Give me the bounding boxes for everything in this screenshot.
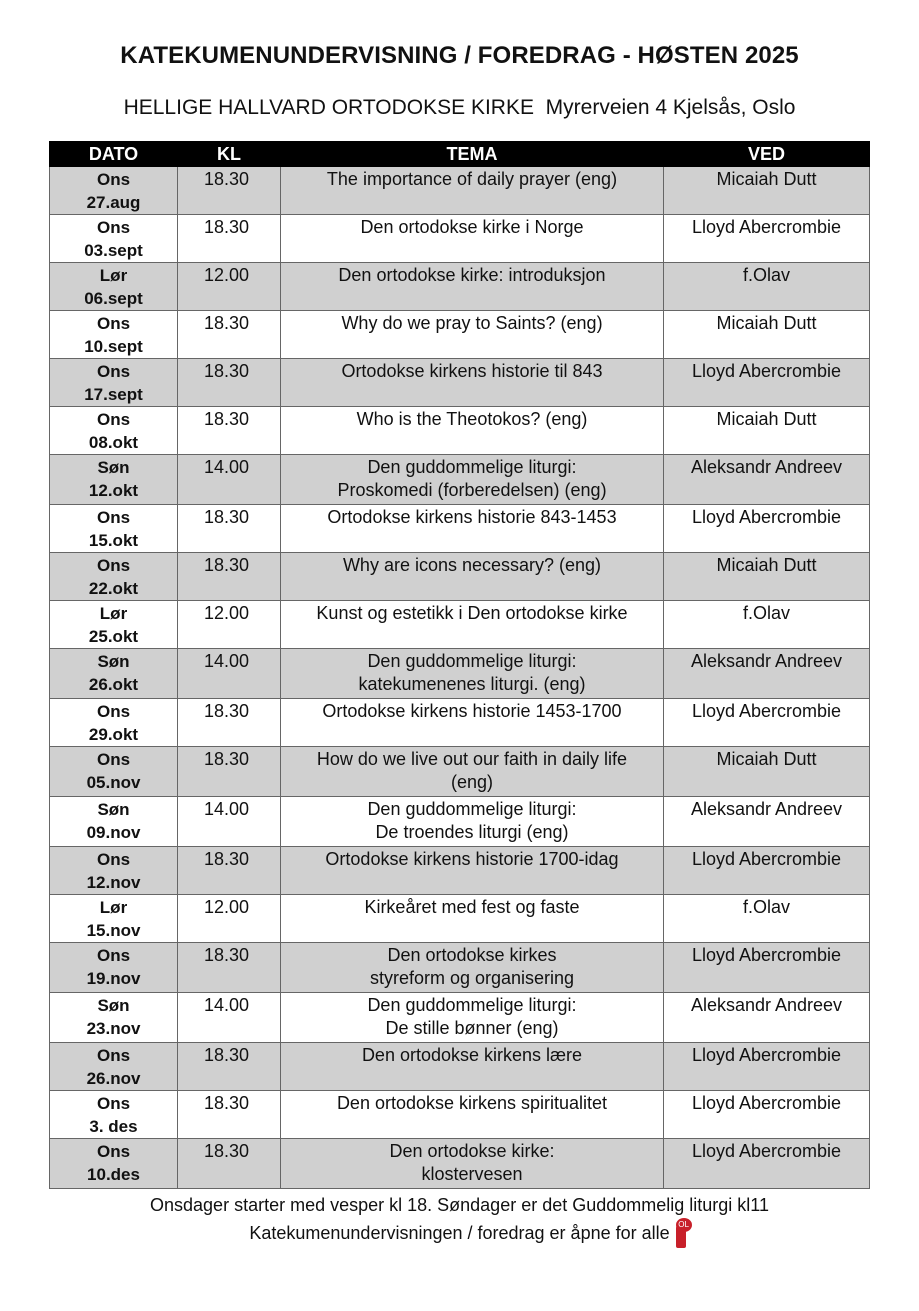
topic-line: Ortodokse kirkens historie 1700-idag — [325, 849, 619, 869]
topic-line: klostervesen — [421, 1164, 523, 1184]
date: 05.nov — [86, 773, 141, 792]
table-row — [50, 215, 870, 263]
cell-dato — [50, 649, 178, 699]
table-row — [50, 311, 870, 359]
cell-speaker: f.Olav — [664, 895, 870, 943]
weekday: Ons — [96, 314, 131, 333]
cell-dato — [50, 505, 178, 553]
cell-dato — [50, 1043, 178, 1091]
cell-topic — [281, 1043, 664, 1091]
date: 17.sept — [84, 385, 143, 404]
cell-dato — [50, 167, 178, 215]
topic-line: Den guddommelige liturgi: — [367, 457, 577, 477]
cell-topic — [281, 359, 664, 407]
cell-time: 12.00 — [178, 263, 281, 311]
cell-dato — [50, 943, 178, 993]
cell-topic — [281, 601, 664, 649]
table-row — [50, 601, 870, 649]
date: 15.okt — [88, 531, 139, 550]
topic-line: styreform og organisering — [369, 968, 575, 988]
table-header-row — [50, 142, 870, 167]
cell-time: 18.30 — [178, 311, 281, 359]
topic-line: Ortodokse kirkens historie til 843 — [341, 361, 603, 381]
weekday: Søn — [97, 458, 130, 477]
column-header-dato: DATO — [50, 142, 178, 167]
cell-topic — [281, 797, 664, 847]
cell-speaker: Aleksandr Andreev — [664, 993, 870, 1043]
cell-time: 14.00 — [178, 649, 281, 699]
weekday: Ons — [96, 702, 131, 721]
cell-topic — [281, 215, 664, 263]
cell-dato — [50, 311, 178, 359]
weekday: Ons — [96, 410, 131, 429]
cell-time: 18.30 — [178, 847, 281, 895]
table-row — [50, 943, 870, 993]
date: 10.sept — [84, 337, 143, 356]
topic-line: Den ortodokse kirkens spiritualitet — [336, 1093, 608, 1113]
cell-dato — [50, 455, 178, 505]
cell-speaker: Lloyd Abercrombie — [664, 847, 870, 895]
footer-note-services: Onsdager starter med vesper kl 18. Søndager er det Guddommelig liturgi kl11 — [150, 1195, 769, 1215]
cell-dato — [50, 1139, 178, 1189]
topic-line: Den guddommelige liturgi: — [367, 995, 577, 1015]
cell-time: 18.30 — [178, 699, 281, 747]
user-marker-icon — [676, 1218, 692, 1248]
topic-line: How do we live out our faith in daily life — [316, 749, 628, 769]
cell-dato — [50, 601, 178, 649]
topic-line: (eng) — [450, 772, 494, 792]
cell-topic — [281, 993, 664, 1043]
weekday: Ons — [96, 750, 131, 769]
cell-topic — [281, 311, 664, 359]
cell-topic — [281, 167, 664, 215]
topic-line: Den ortodokse kirke: — [389, 1141, 555, 1161]
church-address: HELLIGE HALLVARD ORTODOKSE KIRKE Myrerveien 4 Kjelsås, Oslo — [123, 96, 796, 119]
table-row — [50, 1091, 870, 1139]
footer-note-open: Katekumenundervisningen / foredrag er åpne for alle — [249, 1223, 670, 1243]
cell-dato — [50, 699, 178, 747]
table-row — [50, 993, 870, 1043]
cell-dato — [50, 359, 178, 407]
table-row — [50, 649, 870, 699]
date: 08.okt — [88, 433, 139, 452]
topic-line: Ortodokse kirkens historie 843-1453 — [327, 507, 617, 527]
cell-speaker: Lloyd Abercrombie — [664, 1139, 870, 1189]
table-row — [50, 1043, 870, 1091]
cell-topic — [281, 943, 664, 993]
cell-time: 18.30 — [178, 553, 281, 601]
cell-topic — [281, 1139, 664, 1189]
cell-dato — [50, 215, 178, 263]
cell-time: 18.30 — [178, 505, 281, 553]
column-header-kl: KL — [178, 142, 281, 167]
cell-speaker: f.Olav — [664, 263, 870, 311]
column-header-tema: TEMA — [281, 142, 664, 167]
cell-time: 18.30 — [178, 747, 281, 797]
table-row — [50, 263, 870, 311]
weekday: Ons — [96, 1142, 131, 1161]
cell-dato — [50, 407, 178, 455]
date: 15.nov — [86, 921, 141, 940]
weekday: Ons — [96, 1046, 131, 1065]
cell-speaker: Micaiah Dutt — [664, 311, 870, 359]
cell-speaker: Lloyd Abercrombie — [664, 505, 870, 553]
date: 29.okt — [88, 725, 139, 744]
cell-speaker: Lloyd Abercrombie — [664, 943, 870, 993]
table-row — [50, 747, 870, 797]
cell-time: 14.00 — [178, 797, 281, 847]
topic-line: Why are icons necessary? (eng) — [342, 555, 602, 575]
weekday: Ons — [96, 556, 131, 575]
cell-speaker: Micaiah Dutt — [664, 167, 870, 215]
cell-dato — [50, 263, 178, 311]
cell-time: 12.00 — [178, 895, 281, 943]
weekday: Søn — [97, 800, 130, 819]
date: 03.sept — [84, 241, 143, 260]
cell-speaker: Aleksandr Andreev — [664, 455, 870, 505]
weekday: Ons — [96, 850, 131, 869]
table-row — [50, 167, 870, 215]
date: 10.des — [87, 1165, 140, 1184]
weekday: Ons — [96, 946, 131, 965]
weekday: Ons — [96, 170, 131, 189]
cell-time: 18.30 — [178, 407, 281, 455]
cell-time: 18.30 — [178, 1139, 281, 1189]
topic-line: The importance of daily prayer (eng) — [326, 169, 618, 189]
cell-speaker: Lloyd Abercrombie — [664, 1043, 870, 1091]
date: 23.nov — [86, 1019, 141, 1038]
date: 06.sept — [84, 289, 143, 308]
footer-note-open-wrap — [0, 1220, 919, 1246]
table-row — [50, 895, 870, 943]
cell-dato — [50, 747, 178, 797]
cell-time: 18.30 — [178, 1043, 281, 1091]
topic-line: Kunst og estetikk i Den ortodokse kirke — [316, 603, 628, 623]
weekday: Ons — [96, 1094, 131, 1113]
table-row — [50, 847, 870, 895]
topic-line: Ortodokse kirkens historie 1453-1700 — [322, 701, 622, 721]
cell-speaker: Micaiah Dutt — [664, 553, 870, 601]
table-row — [50, 455, 870, 505]
weekday: Ons — [96, 362, 131, 381]
cell-speaker: Lloyd Abercrombie — [664, 1091, 870, 1139]
cell-dato — [50, 847, 178, 895]
cell-speaker: Aleksandr Andreev — [664, 797, 870, 847]
table-row — [50, 797, 870, 847]
table-row — [50, 505, 870, 553]
schedule-table — [49, 141, 870, 1189]
cell-speaker: Lloyd Abercrombie — [664, 359, 870, 407]
cell-time: 18.30 — [178, 359, 281, 407]
cell-topic — [281, 895, 664, 943]
cell-topic — [281, 847, 664, 895]
cell-dato — [50, 1091, 178, 1139]
topic-line: Den guddommelige liturgi: — [367, 651, 577, 671]
topic-line: De troendes liturgi (eng) — [375, 822, 569, 842]
cell-speaker: f.Olav — [664, 601, 870, 649]
date: 22.okt — [88, 579, 139, 598]
page-title: KATEKUMENUNDERVISNING / FOREDRAG - HØSTEN 2025 — [120, 42, 799, 69]
topic-line: Proskomedi (forberedelsen) (eng) — [337, 480, 607, 500]
column-header-ved: VED — [664, 142, 870, 167]
date: 26.nov — [86, 1069, 141, 1088]
date: 19.nov — [86, 969, 141, 988]
weekday: Lør — [99, 266, 128, 285]
cell-topic — [281, 263, 664, 311]
cell-topic — [281, 649, 664, 699]
date: 26.okt — [88, 675, 139, 694]
topic-line: Den guddommelige liturgi: — [367, 799, 577, 819]
cell-topic — [281, 455, 664, 505]
cell-time: 18.30 — [178, 215, 281, 263]
weekday: Lør — [99, 604, 128, 623]
weekday: Lør — [99, 898, 128, 917]
footer-note-open-line — [249, 1220, 689, 1246]
cell-dato — [50, 895, 178, 943]
table-row — [50, 1139, 870, 1189]
cell-time: 18.30 — [178, 1091, 281, 1139]
topic-line: De stille bønner (eng) — [385, 1018, 559, 1038]
weekday: Søn — [97, 652, 130, 671]
topic-line: Den ortodokse kirke: introduksjon — [338, 265, 606, 285]
date: 27.aug — [86, 193, 141, 212]
table-row — [50, 359, 870, 407]
date: 3. des — [89, 1117, 138, 1136]
cell-topic — [281, 747, 664, 797]
date: 12.nov — [86, 873, 141, 892]
cell-speaker: Micaiah Dutt — [664, 407, 870, 455]
cell-dato — [50, 993, 178, 1043]
cell-topic — [281, 407, 664, 455]
topic-line: Den ortodokse kirkens lære — [361, 1045, 583, 1065]
cell-time: 18.30 — [178, 167, 281, 215]
cell-topic — [281, 553, 664, 601]
topic-line: Den ortodokse kirkes — [387, 945, 557, 965]
topic-line: Who is the Theotokos? (eng) — [356, 409, 588, 429]
cell-speaker: Lloyd Abercrombie — [664, 215, 870, 263]
cell-topic — [281, 1091, 664, 1139]
topic-line: Den ortodokse kirke i Norge — [360, 217, 584, 237]
cell-time: 14.00 — [178, 455, 281, 505]
cell-dato — [50, 797, 178, 847]
topic-line: katekumenenes liturgi. (eng) — [358, 674, 586, 694]
cell-topic — [281, 505, 664, 553]
cell-speaker: Micaiah Dutt — [664, 747, 870, 797]
table-row — [50, 699, 870, 747]
date: 12.okt — [88, 481, 139, 500]
cell-dato — [50, 553, 178, 601]
table-row — [50, 407, 870, 455]
cell-time: 12.00 — [178, 601, 281, 649]
cell-speaker: Aleksandr Andreev — [664, 649, 870, 699]
weekday: Ons — [96, 218, 131, 237]
date: 09.nov — [86, 823, 141, 842]
topic-line: Why do we pray to Saints? (eng) — [341, 313, 603, 333]
table-row — [50, 553, 870, 601]
weekday: Søn — [97, 996, 130, 1015]
weekday: Ons — [96, 508, 131, 527]
date: 25.okt — [88, 627, 139, 646]
cell-time: 18.30 — [178, 943, 281, 993]
cell-speaker: Lloyd Abercrombie — [664, 699, 870, 747]
cell-topic — [281, 699, 664, 747]
marker-initials: OL — [676, 1218, 692, 1232]
cell-time: 14.00 — [178, 993, 281, 1043]
topic-line: Kirkeåret med fest og faste — [364, 897, 580, 917]
